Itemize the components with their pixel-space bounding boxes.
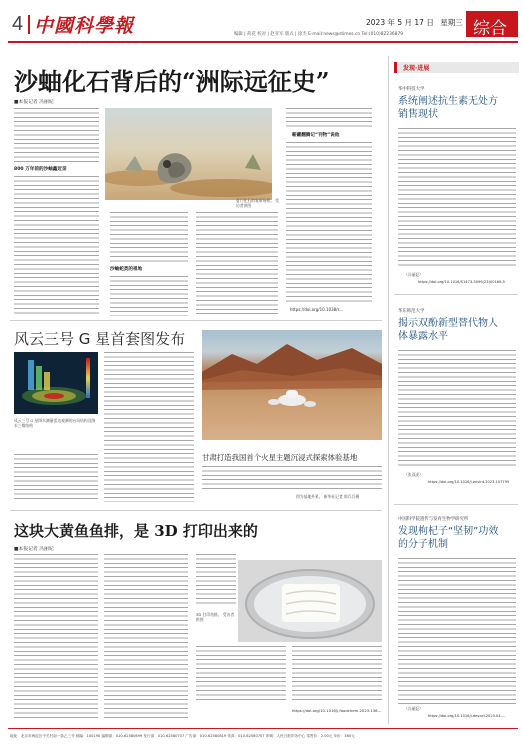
issue-date: 2023 年 5 月 17 日	[366, 18, 434, 27]
footer-rule	[8, 728, 518, 729]
sidebar-item-2-text	[398, 350, 516, 468]
fy3-caption: 风云三号 G 星降水测量雷达观测的台风结构及降水三维结构	[14, 418, 96, 428]
sidebar-item-1-source: 华中科技大学	[398, 87, 425, 92]
issue-weekday: 星期三	[440, 18, 463, 27]
sidebar-item-3-credit: （冯丽妃）	[404, 706, 423, 711]
masthead-rule	[8, 41, 518, 43]
fish-column-2-text	[104, 554, 188, 720]
sidebar-item-3-source: 中国科学院遗传与发育生物学研究所	[398, 517, 469, 522]
mars-base-photo	[202, 330, 382, 440]
fy3-column-2-text	[104, 352, 194, 502]
paper-name-logo: 中國科學報	[34, 15, 135, 37]
middle-bottom-rule	[10, 510, 382, 511]
fish-column-3-text	[196, 554, 236, 604]
fossil-illustration	[105, 108, 272, 200]
masthead-meta: 编辑 | 荷花 校对 | 赵亚军 版式 | 徐杰 E-mail:news@stimes.cn Tel:(010)82236879	[234, 32, 404, 37]
sidebar-item-3-text	[398, 558, 516, 704]
fish-link[interactable]: https://doi.org/10.1016/j.foodchem.2023.136...	[292, 708, 382, 713]
lead-column-4-text-b	[286, 142, 372, 302]
fish-fillet-svg	[238, 560, 382, 642]
lead-bottom-rule	[10, 320, 382, 321]
fish-column-3-text-b	[196, 646, 286, 702]
fish-caption: 3D 打印鱼排。 受访者供图	[196, 612, 235, 622]
lead-subhead-3: 蕲藏翻腾记“刊物”说他	[292, 133, 340, 138]
fy3-headline: 风云三号 G 星首套图发布	[14, 330, 186, 348]
lead-link[interactable]: https://doi.org/10.1038/s...	[290, 307, 344, 312]
sidebar-item-1-link[interactable]: https://doi.org/10.1016/S1473-3099(23)00169-5	[418, 280, 505, 284]
lead-column-2-text	[110, 212, 188, 262]
sidebar-item-2-source: 华东师范大学	[398, 309, 425, 314]
lead-column-1-text	[14, 108, 99, 162]
sidebar-item-3-title: 发现枸杞子“坚韧”功效的分子机制	[398, 526, 499, 550]
section-tag	[466, 11, 518, 37]
fish-headline: 这块大黄鱼鱼排，是 3D 打印出来的	[14, 522, 258, 540]
sidebar-item-1-text	[398, 128, 516, 268]
lead-subhead-2: 沙蚰蛇类的祖地	[110, 267, 143, 272]
lead-column-3-text	[196, 212, 278, 316]
lead-headline: 沙蚰化石背后的“洲际远征史”	[14, 67, 330, 96]
fossil-caption: 夏门化石的复原场景。 受访者供图	[236, 198, 279, 208]
mars-body-text	[202, 466, 382, 490]
sidebar-header	[394, 62, 519, 73]
mars-landscape-svg	[202, 330, 382, 440]
page-number-divider	[28, 15, 30, 34]
sidebar-rule-1	[394, 294, 518, 295]
lead-subhead-1: 800 万年前的沙蚰鑫近亲	[14, 167, 67, 172]
page-number: 4	[12, 13, 24, 35]
sidebar-header-label: 发现·进展	[403, 65, 430, 72]
fy3-column-1-text	[14, 454, 98, 502]
mars-caption: 甘肃打造我国首个火星主题沉浸式探索体验基地	[202, 453, 358, 462]
fish-column-4-text	[292, 646, 382, 702]
fish-column-1-text	[14, 554, 98, 720]
fy3-radar-image	[14, 352, 98, 414]
footer-text: 地址：北京市海淀区中关村南一条乙三号 邮编：100190 编辑部：010-62580699 发行部：010-62580707 广告部：010-62580819 传真：010-62580707 印刷：人民日报印务中心 零售价：2.00元 年价：360元	[10, 734, 355, 738]
fossil-scene-svg	[105, 108, 272, 200]
mars-credit: 图为基地外景。 新华社记者 郎兵兵摄	[296, 494, 360, 499]
sidebar-rule-2	[394, 504, 518, 505]
sidebar-item-2-title: 揭示双酚新型替代物人体暴露水平	[398, 318, 498, 342]
lead-byline: ■本报记者 冯丽妃	[14, 100, 54, 105]
fish-byline: ■本报记者 冯丽妃	[14, 547, 54, 552]
lead-column-4-text-a	[286, 108, 372, 130]
lead-column-1-text-b	[14, 176, 99, 314]
lead-column-2-text-b	[110, 276, 188, 316]
section-label: 综合	[473, 19, 507, 39]
fish-photo	[238, 560, 382, 642]
sidebar-divider	[388, 56, 389, 724]
sidebar-item-1-credit: （冯丽妃）	[404, 272, 423, 277]
sidebar-item-2-credit: （张双虎）	[404, 472, 423, 477]
radar-structure-svg	[14, 352, 98, 414]
sidebar-item-3-link[interactable]: https://doi.org/10.1016/j.devcel.2023.04....	[428, 714, 506, 718]
date-line	[366, 17, 463, 28]
sidebar-item-1-title: 系统阐述抗生素无处方销售现状	[398, 96, 498, 120]
sidebar-item-2-link[interactable]: https://doi.org/10.1016/j.envint.2023.107795	[428, 480, 510, 484]
masthead	[0, 0, 524, 44]
